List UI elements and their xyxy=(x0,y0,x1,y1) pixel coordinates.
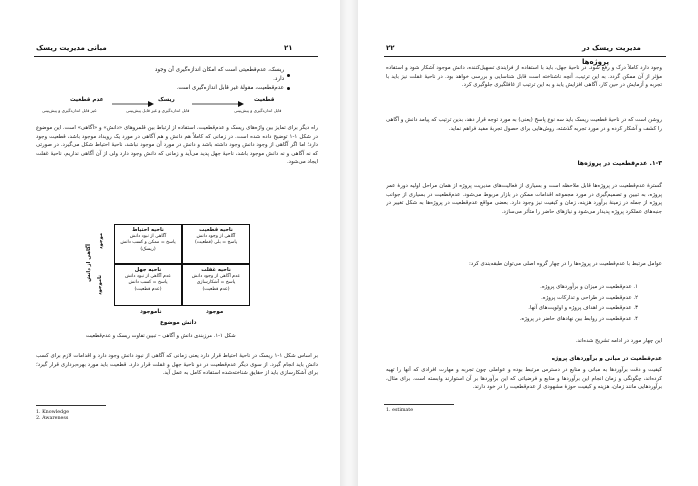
zone-certainty: ناحیه قطعیت آگاهی از وجود دانش پاسخ = بلی (قطعیت) xyxy=(182,224,250,264)
left-page xyxy=(0,0,340,486)
right-paragraph-4: عوامل مرتبط با عدم‌قطعیت در پروژه‌ها را در چهار گروه اصلی می‌توان طبقه‌بندی کرد: xyxy=(469,261,662,267)
page-number: ۲۲ xyxy=(386,44,395,52)
book-gutter xyxy=(340,0,358,486)
right-header xyxy=(386,41,662,66)
zone-ignorance: ناحیه جهل عدم آگاهی از نبود دانش پاسخ = کسب دانش (عدم قطعیت) xyxy=(114,264,182,306)
bullet-item: ریسک، عدم‌قطعیتی است که امکان اندازه‌گیری آن وجود دارد. xyxy=(150,66,290,84)
spectrum-certainty: قطعیت xyxy=(254,97,275,103)
right-paragraph-6: کیفیت و دقت برآوردها به مبانی و منابع در دسترس مرتبط بوده و عواملی چون تجربه و مهارت افرادی که آنها را تهیه کرده‌اند، چگونگی و زمان انجام این برآوردها و منابع و فرضیاتی که این برآوردها بر آن استوارند وابسته است. برای مثال، برآوردهایی مانند زمان، هزینه و کیفیت حوزهٔ مشهودی از عدم‌قطعیت را در خود دارند. xyxy=(386,367,662,391)
zone-caution: ناحیه احتیاط آگاهی از نبود دانش پاسخ = ممکن و کسب دانش (ریسک) xyxy=(114,224,182,264)
bullet-icon xyxy=(287,74,290,77)
spectrum-uncertainty: عدم قطعیت xyxy=(70,97,104,103)
list-item: ۲. عدم‌قطعیت در طراحی و تدارکات پروژه. xyxy=(541,294,638,301)
footnotes: 1. estimate xyxy=(386,408,414,413)
right-paragraph-2: روشن است که در ناحیهٔ قطعیت ریسک باید سه نوع پاسخ (یعنی) به مورد توجه قرار دهد، بدین ترتیب که پیامد دانش و آگاهی را کشف و آشکار کرده و در مورد تجربه گذشته، روش‌هایی برای حصول تجربهٔ مفید فراهم نماید. xyxy=(386,117,662,132)
footnote-rule xyxy=(384,404,454,405)
list-item: ۴. عدم‌قطعیت در روابط بین نهادهای حاضر در پروژه. xyxy=(519,315,638,322)
x-axis-right: موجود xyxy=(206,309,224,315)
left-header xyxy=(36,41,316,55)
bullet-list xyxy=(150,66,290,93)
zone-negligence: ناحیه غفلت عدم آگاهی از وجود دانش پاسخ = آشکارسازی (عدم قطعیت) xyxy=(182,264,250,306)
spectrum-arrows xyxy=(110,99,260,109)
x-axis-label: دانش موضوع xyxy=(160,320,197,326)
x-axis-left: ناموجود xyxy=(140,309,162,315)
running-title: مدیریت ریسک در پروژه‌ها xyxy=(582,44,641,66)
y-axis-label: آگاهی از دانش xyxy=(85,244,92,282)
section-heading: ۱-۳. عدم‌قطعیت در پروژه‌ها xyxy=(577,160,662,167)
running-title: مبانی مدیریت ریسک xyxy=(36,44,107,52)
bullet-item: عدم‌قطعیت، مقولهٔ غیر قابل اندازه‌گیری است. xyxy=(150,84,290,93)
header-rule xyxy=(34,56,318,57)
y-axis-top: موجود xyxy=(98,232,105,250)
left-paragraph-2: بر اساس شکل ۱-۱ ریسک در ناحیهٔ احتیاط قرار دارد یعنی زمانی که آگاهی از نبود دانش وجود دارد و اقدامات لازم برای کسب دانش باید انجام گیرد. از سوی دیگر عدم‌قطعیت در دو ناحیهٔ جهل و غفلت قرار دارد. قطعیت باید مورد بهره‌برداری قرار گیرد؛ برای آشکارسازی باید از حقایق شناخته‌شده استفاده کامل به عمل آید. xyxy=(36,353,318,377)
figure-caption: شکل ۱-۱. مرزبندی دانش و آگاهی – تبیین تفاوت ریسک و عدم‌قطعیت xyxy=(86,333,236,339)
y-axis-bottom: ناموجود xyxy=(97,274,104,296)
right-paragraph-3: گسترهٔ عدم‌قطعیت در پروژه‌ها قابل ملاحظه است و بسیاری از فعالیت‌های مدیریت پروژه از همان مراحل اولیه دورهٔ عمر پروژه، به تبیین و تصمیم‌گیری در مورد مجموعه اقدامات ممکن در بازار مربوط می‌شود. عدم‌قطعیت در بسیاری از جوانب پروژه از جمله در زمینهٔ برآورد هزینه، زمان و کیفیت نیز وجود دارد. بعضی مواقع عدم‌قطعیت در پروژه‌ها به شکل تغییر در جنبه‌های عملکرد پروژه پدیدار می‌شود و نیازهای حاضر را متأثر می‌سازد. xyxy=(386,183,662,215)
page-number: ۲۱ xyxy=(284,44,293,52)
numbered-list xyxy=(458,282,638,324)
footnote-rule xyxy=(36,405,106,406)
header-rule xyxy=(384,56,666,57)
arrow-left-icon xyxy=(148,101,154,107)
list-item: ۳. عدم‌قطعیت در اهداف پروژه و اولویت‌های آنها. xyxy=(528,305,638,311)
right-page xyxy=(358,0,698,486)
spectrum-risk-sub: قابل اندازه‌گیری و غیر قابل پیش‌بینی xyxy=(126,108,190,113)
left-paragraph-1: راه دیگر برای تمایز بین واژه‌های ریسک و عدم‌قطعیت، استفاده از ارتباط بین قلمروهای «دانش» و «آگاهی» است. این موضوع در شکل ۱-۱ توضیح داده شده است. در زمانی که کاملاً هم دانش و هم آگاهی در مورد یک رویداد موجود باشد، قطعیت وجود دارد؛ اما اگر آگاهی از وجود دانش وجود داشته باشد و دانش در مورد آن موجود نباشد، ناحیهٔ احتیاط شکل می‌گیرد. در صورتی که نه آگاهی و نه دانش موجود باشد، ناحیهٔ جهل پدید می‌آید و زمانی که دانش وجود دارد ولی از آن آگاهی نداریم، ناحیهٔ غفلت ایجاد می‌شود. xyxy=(36,125,318,166)
list-item: ۱. عدم‌قطعیت در میزان و برآوردهای پروژه. xyxy=(540,284,638,290)
bullet-icon xyxy=(287,87,290,90)
right-paragraph-1: وجود دارد کاملاً درک و رفع شود. در ناحیهٔ جهل، باید با استفاده از فرایندی تسهیل‌کننده، دانش موجود آشکار شود و استفاده مؤثر از آن ممکن گردد. به این ترتیب، آنچه ناشناخته است قابل شناسایی و بررسی خواهد بود. در ناحیهٔ غفلت نیز باید با تجربه و آزمایش در حین کار، آگاهی افزایش یابد و به این ترتیب از غافلگیری جلوگیری کرد. xyxy=(386,65,662,89)
spectrum-certainty-sub: قابل اندازه‌گیری و پیش‌بینی xyxy=(234,108,282,113)
footnotes: 1. Knowledge 2. Awareness xyxy=(36,410,70,421)
right-paragraph-5: این چهار مورد در ادامه تشریح شده‌اند. xyxy=(575,338,662,344)
spectrum-uncertainty-sub: غیر قابل اندازه‌گیری و پیش‌بینی xyxy=(42,108,97,113)
subheading: عدم‌قطعیت در مبانی و برآوردهای پروژه xyxy=(551,356,662,362)
arrow-right-icon xyxy=(238,101,244,107)
spectrum-risk: ریسک xyxy=(158,97,175,103)
